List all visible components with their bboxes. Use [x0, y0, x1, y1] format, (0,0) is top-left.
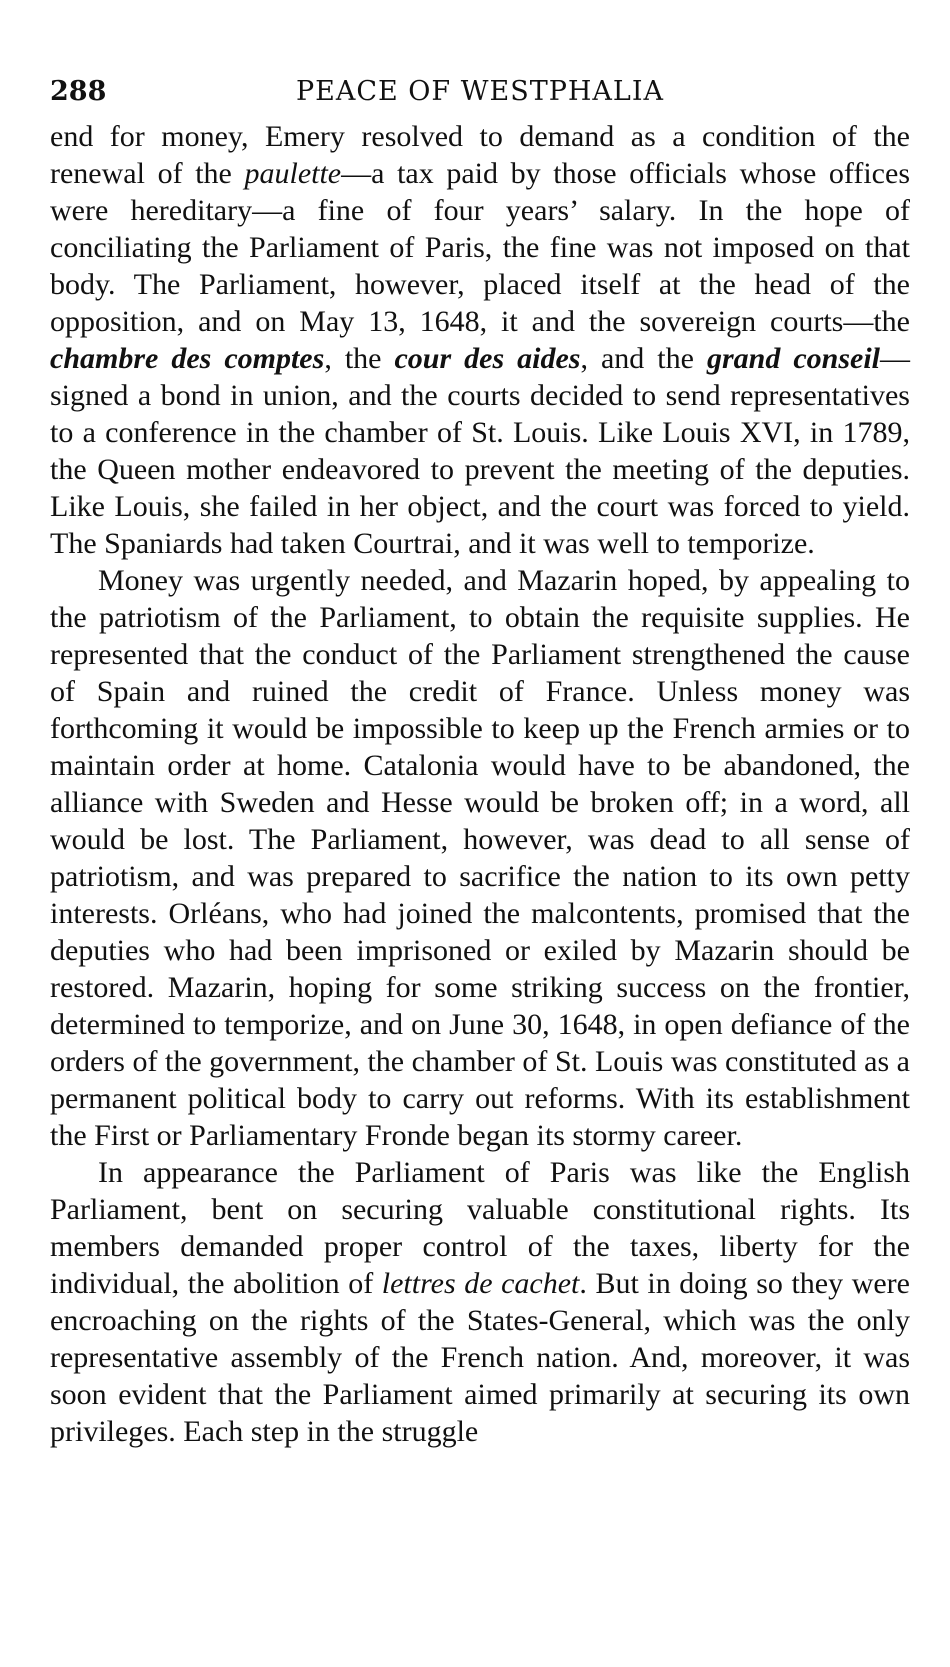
body-text: [50, 118, 910, 1450]
text-run: . But in doing so they were encroaching on the rights of the States-General, which was the only representative assembly of the French nation. And, moreover, it was soon evident that the Parliament aimed primarily at securing its own privileges. Each step in the struggle: [50, 1267, 910, 1448]
paragraph-1: [50, 118, 910, 562]
text-run: end for money, Emery resolved to demand as a condition of the renewal of the: [50, 120, 910, 190]
italic-term: chambre des comptes: [50, 342, 325, 375]
text-run: —a tax paid by those officials whose offices were hereditary—a fine of four years’ salary. In the hope of conciliating the Parliament of Paris, the fine was not imposed on that body. The Parliament, however, placed itself at the head of the opposition, and on May 13, 1648, it and the sovereign courts—the: [50, 157, 910, 338]
text-run: , and the: [580, 342, 707, 375]
italic-term: cour des aides: [394, 342, 581, 375]
running-title: PEACE OF WESTPHALIA: [295, 76, 665, 107]
italic-term: paulette: [244, 157, 342, 190]
text-run: In appearance the Parliament of Paris was like the English Parliament, bent on securing valuable constitutional rights. Its members demanded proper control of the taxes, liberty for the individual, the abolition of: [50, 1156, 910, 1300]
paragraph-2: Money was urgently needed, and Mazarin hoped, by appealing to the patriotism of the Parliament, to obtain the requisite supplies. He represented that the conduct of the Parliament strengthened the cause of Spain and ruined the credit of France. Unless money was forthcoming it would be impossible to keep up the French armies or to maintain order at home. Catalonia would have to be abandoned, the alliance with Sweden and Hesse would be broken off; in a word, all would be lost. The Parliament, however, was dead to all sense of patriotism, and was prepared to sacrifice the nation to its own petty interests. Orléans, who had joined the malcontents, promised that the deputies who had been imprisoned or exiled by Mazarin should be restored. Mazarin, hoping for some striking success on the frontier, determined to temporize, and on June 30, 1648, in open defiance of the orders of the government, the chamber of St. Louis was constituted as a permanent political body to carry out reforms. With its establishment the First or Parliamentary Fronde began its stormy career.: [50, 564, 910, 1152]
text-run: —signed a bond in union, and the courts decided to send representatives to a conference in the chamber of St. Louis. Like Louis XVI, in 1789, the Queen mother endeavored to prevent the meeting of the deputies. Like Louis, she failed in her object, and the court was forced to yield. The Spaniards had taken Courtrai, and it was well to temporize.: [50, 342, 910, 560]
book-page: [50, 70, 910, 1450]
page-number: 288: [50, 76, 107, 107]
running-head: [50, 70, 910, 118]
italic-term: lettres de cachet: [381, 1267, 580, 1300]
italic-term: grand conseil: [706, 342, 880, 375]
text-run: , the: [324, 342, 395, 375]
paragraph-3: [50, 1154, 910, 1450]
